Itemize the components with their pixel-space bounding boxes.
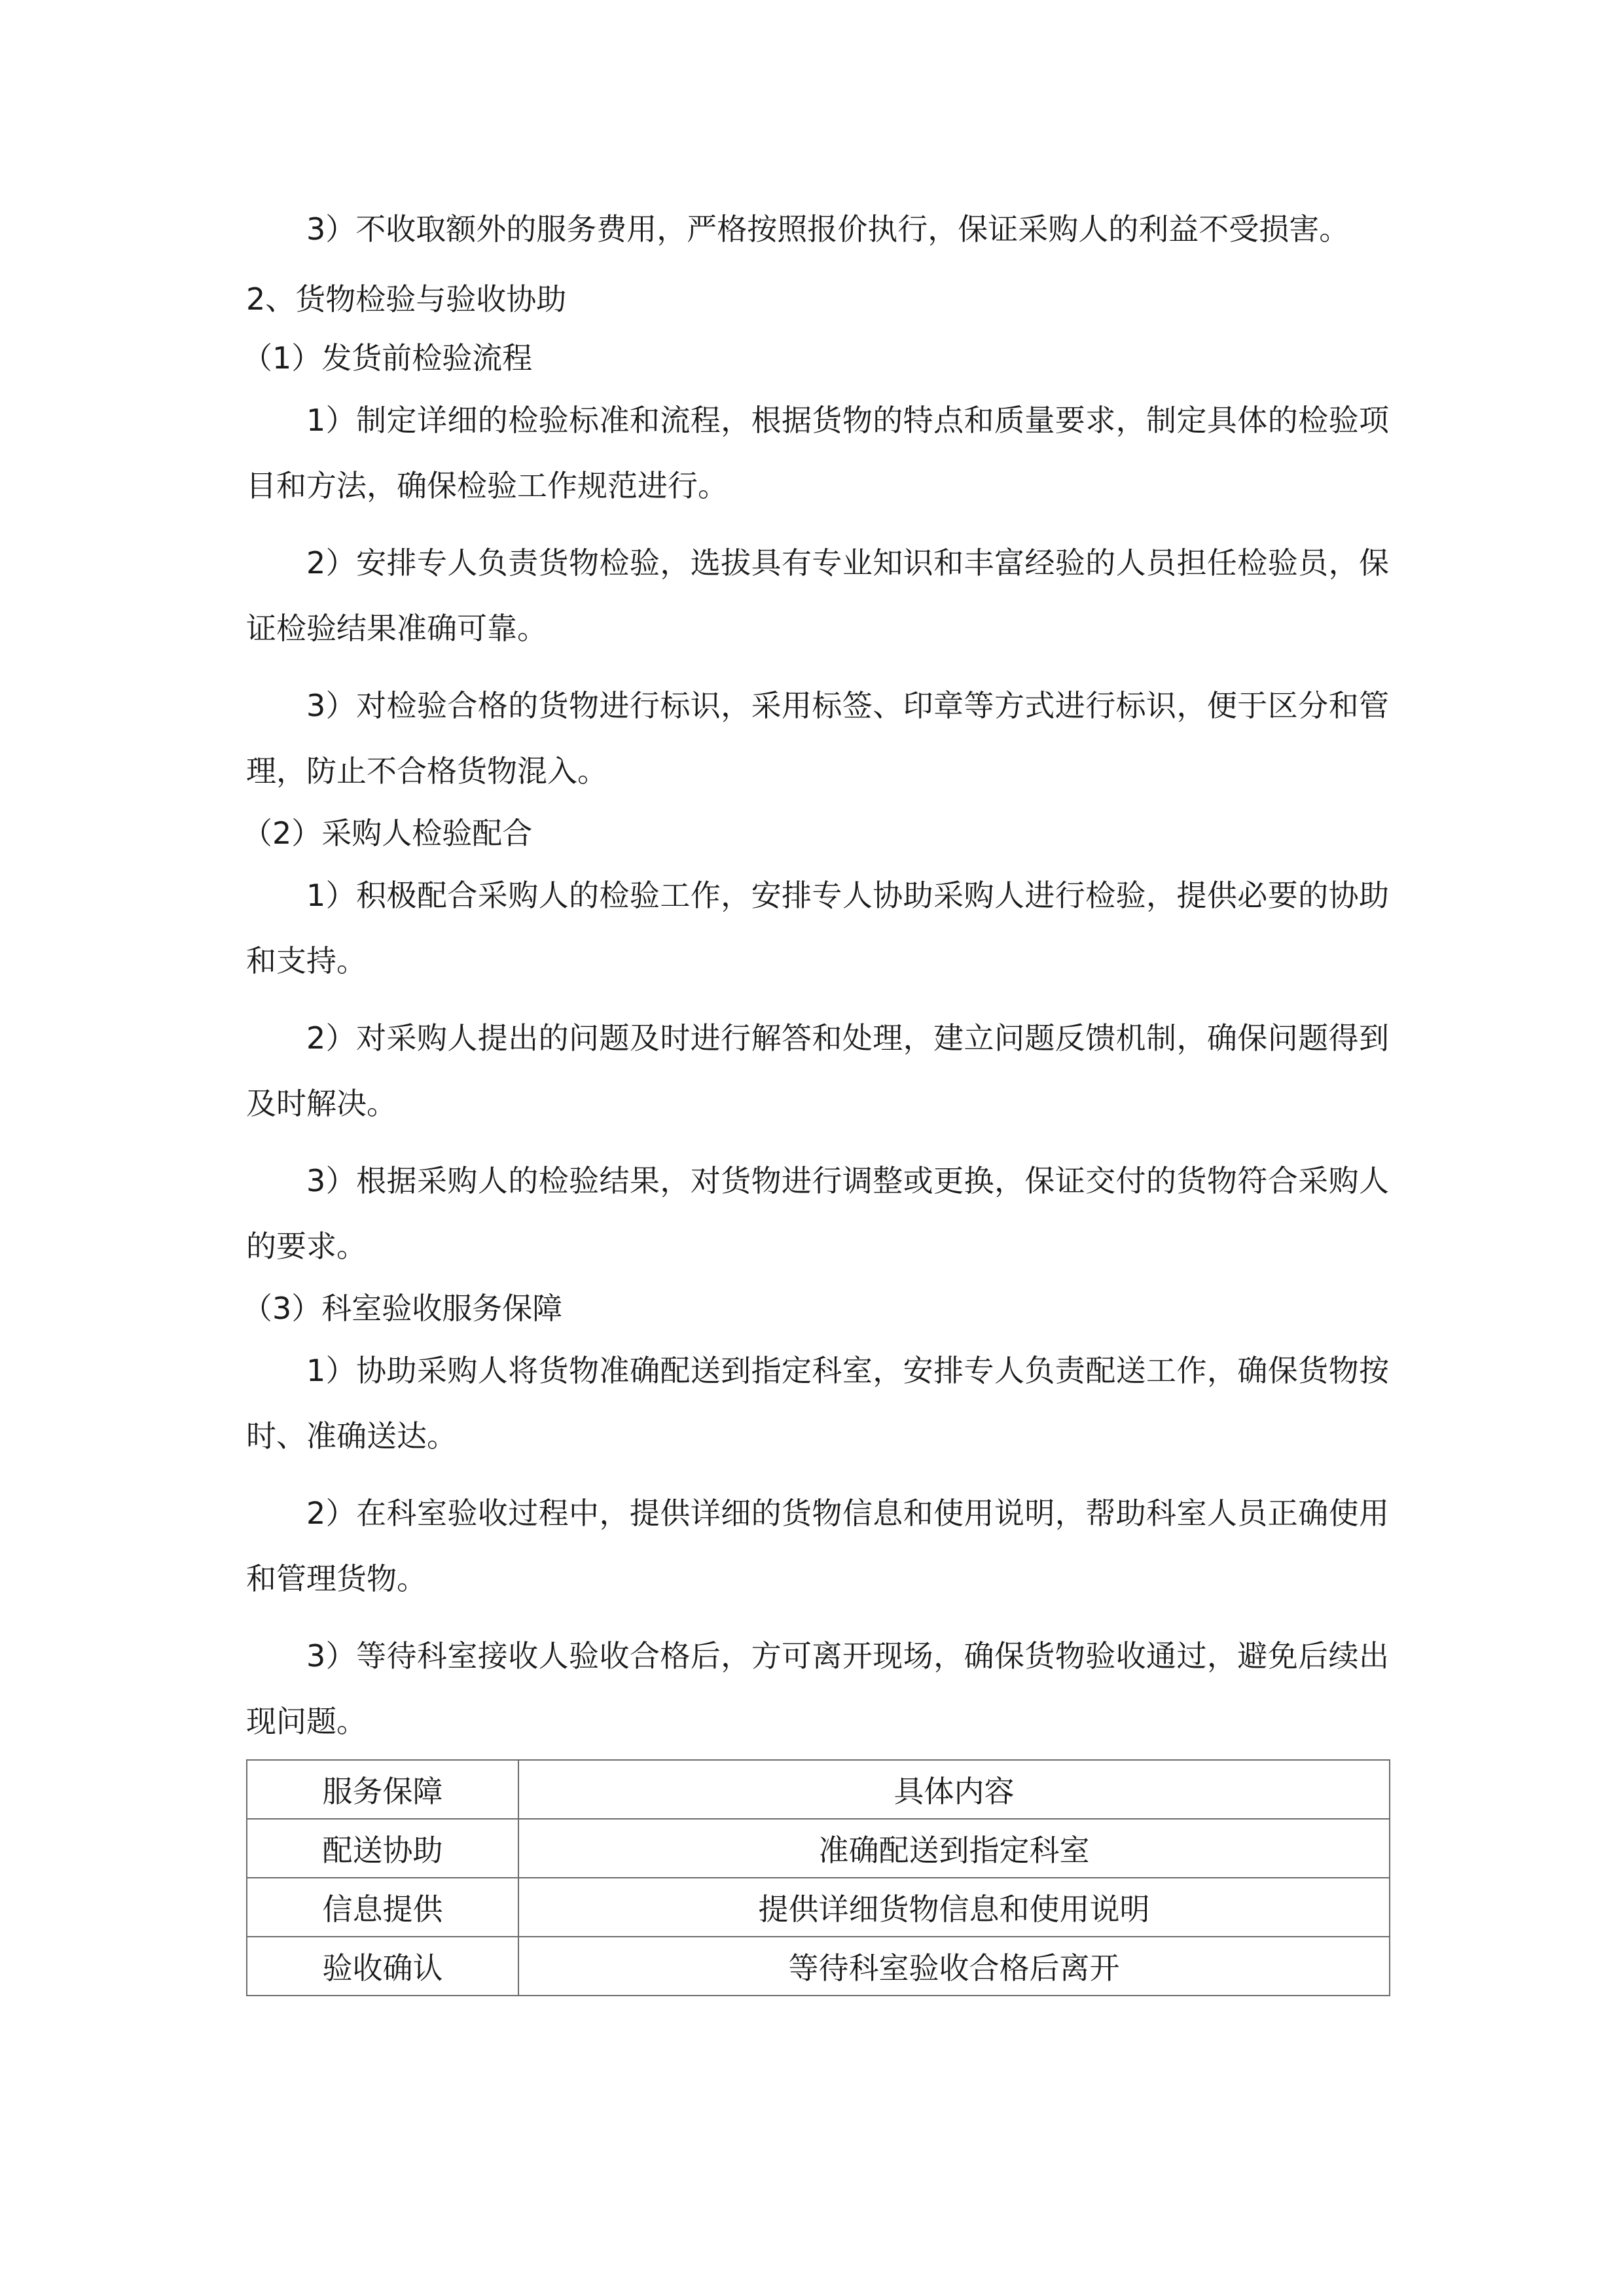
section-heading: 2、货物检验与验收协助: [246, 281, 567, 317]
table-cell: 准确配送到指定科室: [518, 1819, 1390, 1878]
subsection-heading: （3）科室验收服务保障: [242, 1291, 563, 1326]
service-guarantee-table: [246, 1759, 1390, 1996]
paragraph: 1）协助采购人将货物准确配送到指定科室，安排专人负责配送工作，确保货物按时、准确送达。: [246, 1353, 1389, 1454]
paragraph: 3）等待科室接收人验收合格后，方可离开现场，确保货物验收通过，避免后续出现问题。: [246, 1638, 1389, 1739]
paragraph: 1）积极配合采购人的检验工作，安排专人协助采购人进行检验，提供必要的协助和支持。: [246, 878, 1389, 978]
document-page: [242, 196, 1389, 1996]
table-header-cell: 具体内容: [518, 1760, 1390, 1819]
subsection-heading: （1）发货前检验流程: [242, 340, 533, 376]
paragraph: 2）安排专人负责货物检验，选拔具有专业知识和丰富经验的人员担任检验员，保证检验结果准确可靠。: [246, 545, 1389, 646]
table-row: [247, 1878, 1390, 1937]
table-row: [247, 1937, 1390, 1996]
table-row: [247, 1819, 1390, 1878]
table-header-row: [247, 1760, 1390, 1819]
paragraph: 1）制定详细的检验标准和流程，根据货物的特点和质量要求，制定具体的检验项目和方法，确保检验工作规范进行。: [246, 403, 1389, 503]
table-cell: 配送协助: [247, 1819, 518, 1878]
table-cell: 等待科室验收合格后离开: [518, 1937, 1390, 1996]
paragraph: 3）不收取额外的服务费用，严格按照报价执行，保证采购人的利益不受损害。: [306, 211, 1350, 247]
table-cell: 信息提供: [247, 1878, 518, 1937]
paragraph: 3）根据采购人的检验结果，对货物进行调整或更换，保证交付的货物符合采购人的要求。: [246, 1163, 1389, 1264]
paragraph: 3）对检验合格的货物进行标识，采用标签、印章等方式进行标识，便于区分和管理，防止不合格货物混入。: [246, 688, 1389, 789]
subsection-heading: （2）采购人检验配合: [242, 816, 533, 851]
table-header-cell: 服务保障: [247, 1760, 518, 1819]
table-cell: 验收确认: [247, 1937, 518, 1996]
table-cell: 提供详细货物信息和使用说明: [518, 1878, 1390, 1937]
paragraph: 2）在科室验收过程中，提供详细的货物信息和使用说明，帮助科室人员正确使用和管理货物。: [246, 1496, 1389, 1596]
paragraph: 2）对采购人提出的问题及时进行解答和处理，建立问题反馈机制，确保问题得到及时解决。: [246, 1020, 1389, 1121]
